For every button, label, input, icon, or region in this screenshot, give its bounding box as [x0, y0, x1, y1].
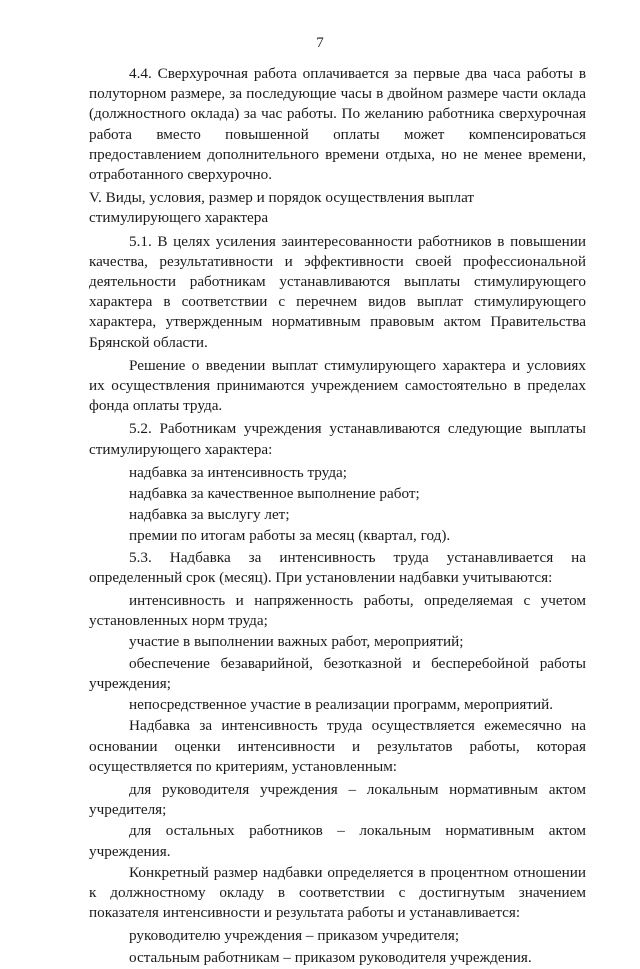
section-heading: [89, 188, 586, 228]
section-heading-line-1: V. Виды, условия, размер и порядок осуществления выплат: [89, 189, 475, 207]
page-number: 7: [316, 35, 324, 51]
list-item: интенсивность и напряженность работы, определяемая с учетом установленных норм труда;: [89, 592, 586, 630]
list-item: для остальных работников – локальным нормативным актом учреждения.: [89, 822, 586, 860]
list-item: для руководителя учреждения – локальным нормативным актом учредителя;: [89, 780, 586, 819]
list-item: надбавка за выслугу лет;: [129, 506, 290, 524]
list-item: надбавка за интенсивность труда;: [129, 463, 348, 481]
document-body: [89, 64, 586, 969]
section-heading-line-2: стимулирующего характера: [89, 209, 269, 227]
paragraph-5-3-criteria: Надбавка за интенсивность труда осуществляется ежемесячно на основании оценки интенсивности и результатов работы, которая осуществляется по критериям, установленным:: [89, 717, 586, 775]
list-item: остальным работникам – приказом руководителя учреждения.: [129, 948, 532, 966]
list-item: обеспечение безаварийной, безотказной и бесперебойной работы учреждения;: [89, 654, 586, 692]
list-item: непосредственное участие в реализации программ, мероприятий.: [129, 696, 554, 714]
list-item: премии по итогам работы за месяц (квартал, год).: [129, 527, 451, 545]
paragraph-4-4: 4.4. Сверхурочная работа оплачивается за первые два часа работы в полуторном размере, за последующие часы в двойном размере части оклада (должностного оклада) за час работы. По желанию работника сверхурочная работа вместо повышенной оплаты может компенсироваться предоставлением дополнительного времени отдыха, но не менее времени, отработанного сверхурочно.: [89, 65, 586, 184]
paragraph-5-3: 5.3. Надбавка за интенсивность труда устанавливается на определенный срок (месяц). При установлении надбавки учитываются:: [89, 548, 586, 586]
list-item: надбавка за качественное выполнение работ;: [129, 485, 420, 503]
paragraph-5-1: 5.1. В целях усиления заинтересованности работников в повышении качества, результативности и эффективности своей профессиональной деятельности работникам устанавливаются выплаты стимулирующего характера в соответствии с перечнем видов выплат стимулирующего характера, утвержденным нормативным правовым актом Правительства Брянской области.: [89, 232, 586, 351]
paragraph-5-3-size: Конкретный размер надбавки определяется в процентном отношении к должностному окладу в соответствии с достигнутым значением показателя интенсивности и результата работы и устанавливается:: [89, 863, 586, 922]
list-item: участие в выполнении важных работ, мероприятий;: [129, 633, 464, 651]
paragraph-5-2: 5.2. Работникам учреждения устанавливаются следующие выплаты стимулирующего характера:: [89, 420, 586, 458]
paragraph-5-1-decision: Решение о введении выплат стимулирующего характера и условиях их осуществления принимаются учреждением самостоятельно в пределах фонда оплаты труда.: [89, 356, 586, 415]
list-item: руководителю учреждения – приказом учредителя;: [129, 927, 460, 945]
